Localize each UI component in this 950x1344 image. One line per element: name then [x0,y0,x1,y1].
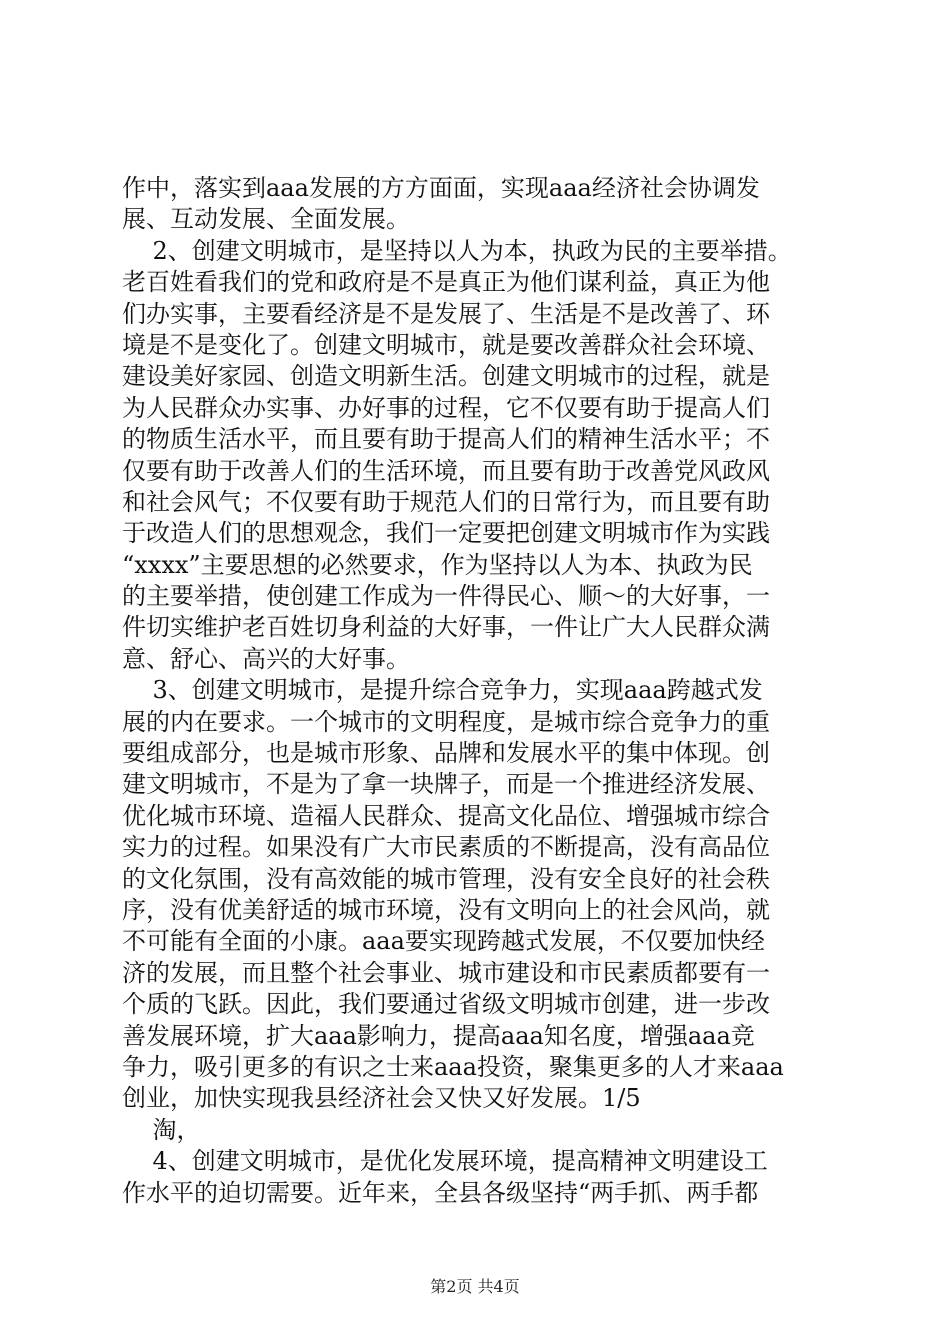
text-line: “xxxx”主要思想的必然要求，作为坚持以人为本、执政为民 [122,550,753,579]
page-footer [0,1274,950,1297]
text-line: 实力的过程。如果没有广大市民素质的不断提高，没有高品位 [122,833,770,862]
text-line: 济的发展，而且整个社会事业、城市建设和市民素质都要有一 [122,958,770,987]
text-line: 序，没有优美舒适的城市环境，没有文明向上的社会风尚，就 [122,895,770,924]
text-line: 的文化氛围，没有高效能的城市管理，没有安全良好的社会秩 [122,864,770,893]
text-line: 争力，吸引更多的有识之士来aaa投资，聚集更多的人才来aaa [122,1052,784,1081]
text-line: 建设美好家园、创造文明新生活。创建文明城市的过程，就是 [122,362,770,391]
text-line: 作水平的迫切需要。近年来，全县各级坚持“两手抓、两手都 [122,1178,759,1207]
text-line: 的物质生活水平，而且要有助于提高人们的精神生活水平；不 [122,425,770,454]
text-line: 境是不是变化了。创建文明城市，就是要改善群众社会环境、 [122,330,770,359]
text-line: 4、创建文明城市，是优化发展环境，提高精神文明建设工 [122,1147,768,1176]
text-line: 作中，落实到aaa发展的方方面面，实现aaa经济社会协调发 [122,174,760,202]
text-line: 老百姓看我们的党和政府是不是真正为他们谋利益，真正为他 [122,268,770,297]
text-line: 于改造人们的思想观念，我们一定要把创建文明城市作为实践 [122,519,770,548]
text-line: 们办实事，主要看经济是不是发展了、生活是不是改善了、环 [122,299,770,328]
text-line: 为人民群众办实事、办好事的过程，它不仅要有助于提高人们 [122,393,770,422]
text-line: 和社会风气；不仅要有助于规范人们的日常行为，而且要有助 [122,487,770,516]
text-line: 展的内在要求。一个城市的文明程度，是城市综合竞争力的重 [122,707,770,736]
document-body [122,173,842,1209]
text-line: 个质的飞跃。因此，我们要通过省级文明城市创建，进一步改 [122,990,770,1019]
text-line: 3、创建文明城市，是提升综合竞争力，实现aaa跨越式发 [122,676,763,705]
text-line: 的主要举措，使创建工作成为一件得民心、顺～的大好事，一 [122,582,770,611]
text-line: 展、互动发展、全面发展。 [122,205,410,234]
text-line: 优化城市环境、造福人民群众、提高文化品位、增强城市综合 [122,801,770,830]
text-line: 意、舒心、高兴的大好事。 [122,644,410,673]
page-number-label: 第2页 共4页 [430,1277,520,1296]
text-line: 不可能有全面的小康。aaa要实现跨越式发展，不仅要加快经 [122,927,765,956]
text-line: 要组成部分，也是城市形象、品牌和发展水平的集中体现。创 [122,739,770,768]
text-line: 创业，加快实现我县经济社会又快又好发展。1/5 [122,1084,641,1113]
text-line: 建文明城市，不是为了拿一块牌子，而是一个推进经济发展、 [122,770,770,799]
text-line: 淘， [122,1115,201,1144]
text-line: 仅要有助于改善人们的生活环境，而且要有助于改善党风政风 [122,456,770,485]
text-line: 2、创建文明城市，是坚持以人为本，执政为民的主要举措。 [122,236,792,265]
text-line: 善发展环境，扩大aaa影响力，提高aaa知名度，增强aaa竞 [122,1021,755,1050]
text-line: 件切实维护老百姓切身利益的大好事，一件让广大人民群众满 [122,613,770,642]
